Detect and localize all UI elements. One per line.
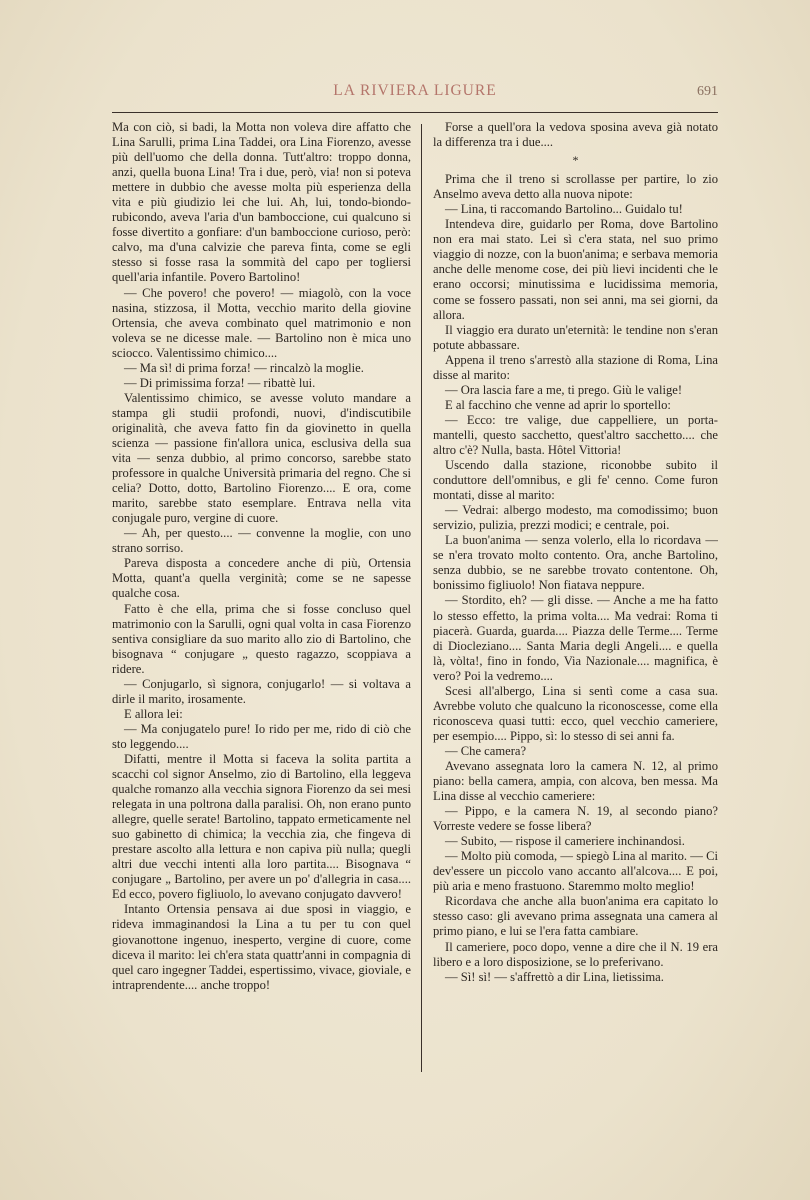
paragraph: — Molto più comoda, — spiegò Lina al marito. — Ci dev'essere un piccolo vano accanto all'alcova.... E poi, più aria e meno frastuono. Staremmo molto meglio! <box>433 849 718 894</box>
page-header <box>112 82 718 106</box>
paragraph: — Ah, per questo.... — convenne la moglie, con uno strano sorriso. <box>112 526 411 556</box>
paragraph: Intendeva dire, guidarlo per Roma, dove Bartolino non era mai stato. Lei sì c'era stata, nel suo primo viaggio di nozze, con la buon'anima; e serbava memoria anche delle menome cose, dei più lievi incidenti che le erano occorsi; minutissima e lucidissima memoria, come se fossero passati, non sei anni, ma sei giorni, da allora. <box>433 217 718 322</box>
paragraph: — Che povero! che povero! — miagolò, con la voce nasina, stizzosa, il Motta, vecchio marito della giovine Ortensia, che aveva combinato quel matrimonio e non voleva se ne dicesse male. — Bartolino non è mica uno sciocco. Valentissimo chimico.... <box>112 285 411 360</box>
paragraph: — Vedrai: albergo modesto, ma comodissimo; buon servizio, pulizia, prezzi modici; e centrale, poi. <box>433 503 718 533</box>
page-number: 691 <box>697 84 718 99</box>
paragraph: Uscendo dalla stazione, riconobbe subito il conduttore dell'omnibus, e gli fe' cenno. Come furon montati, disse al marito: <box>433 458 718 503</box>
paragraph: Avevano assegnata loro la camera N. 12, al primo piano: bella camera, ampia, con alcova, ben messa. Ma Lina disse al vecchio cameriere: <box>433 758 718 804</box>
right-column <box>433 120 718 1080</box>
paragraph: — Sì! sì! — s'affrettò a dir Lina, lietissima. <box>445 969 664 984</box>
paragraph: — Di primissima forza! — ribattè lui. <box>124 375 316 390</box>
paragraph: La buon'anima — senza volerlo, ella lo ricordava — se n'era trovato molto contento. Ora, anche Bartolino, senza dubbio, se ne sarebbe trovato contentone. Oh, bonissimo figliuolo! Non fiatava neppure. <box>433 533 718 593</box>
paragraph: — Ecco: tre valige, due cappelliere, un porta-mantelli, questo sacchetto, quest'altro sacchetto.... che altro c'è? Nulla, basta. Hôtel Vittoria! <box>433 412 718 457</box>
paragraph: — Stordito, eh? — gli disse. — Anche a me ha fatto lo stesso effetto, la prima volta.... Ma vedrai: Roma ti piacerà. Guarda, guarda.... Piazza delle Terme.... Terme di Diocleziano.... Santa Maria degli Angeli.... e quella là, vòlta!, fino in fondo, Via Nazionale.... magnifica, è vero? Poi la vedremo.... <box>433 593 718 683</box>
running-title: LA RIVIERA LIGURE <box>333 82 497 99</box>
paragraph: Fatto è che ella, prima che si fosse concluso quel matrimonio con la Sarulli, ogni qual volta in casa Fiorenzo sentiva consigliare da suo marito allo zio di Bartolino, che bisognava “ conjugare „ questo ragazzo, scoppiava a ridere. <box>112 601 411 676</box>
paragraph: Forse a quell'ora la vedova sposina aveva già notato la differenza tra i due.... <box>433 120 718 150</box>
paragraph: Appena il treno s'arrestò alla stazione di Roma, Lina disse al marito: <box>433 352 718 382</box>
paragraph: Ricordava che anche alla buon'anima era capitato lo stesso caso: gli avevano prima assegnata una camera al primo piano, e lui se l'era fatta cambiare. <box>433 894 718 939</box>
paragraph: Difatti, mentre il Motta si faceva la solita partita a scacchi col signor Anselmo, zio di Bartolino, ella leggeva qualche romanzo alla vecchia signora Fiorenzo da sei mesi relegata in una poltrona dalla paralisi. Oh, non erano punto allegre, quelle serate! Bartolino, tappato ermeticamente nel suo gabinetto di chimica; la vecchia zia, che fingeva di prestare ascolto alla lettura e non capiva più nulla; quegli altri due vecchi intenti alla loro partita.... Bisognava “ conjugare „ Bartolino, per avere un po' d'allegria in casa.... Ed ecco, povero figliuolo, lo avevano conjugato davvero! <box>112 751 411 902</box>
paragraph: Il cameriere, poco dopo, venne a dire che il N. 19 era libero e a loro disposizione, se lo preferivano. <box>433 939 718 969</box>
paragraph: E allora lei: <box>124 706 183 721</box>
paragraph: Il viaggio era durato un'eternità: le tendine non s'eran potute abbassare. <box>433 322 718 352</box>
paragraph: — Ora lascia fare a me, ti prego. Giù le valige! <box>445 382 683 397</box>
paragraph: Prima che il treno si scrollasse per partire, lo zio Anselmo aveva detto alla nuova nipote: <box>433 172 718 202</box>
paragraph: — Ma conjugatelo pure! Io rido per me, rido di ciò che sto leggendo.... <box>112 721 411 751</box>
column-divider <box>421 124 422 1072</box>
paragraph: Intanto Ortensia pensava ai due sposi in viaggio, e rideva immaginandosi la Lina a tu per tu con quel giovanottone ingenuo, inesperto, vergine di cuore, come diceva il marito: lei ch'era stata quattr'anni in compagnia di quel caro ingegner Taddei, espertissimo, vivace, gioviale, e intraprendente.... anche troppo! <box>112 902 411 992</box>
paragraph: — Che camera? <box>445 743 527 758</box>
section-mark: * <box>572 153 579 168</box>
paragraph: Scesi all'albergo, Lina si sentì come a casa sua. Avrebbe voluto che qualcuno la riconoscesse, come ella riconosceva quasi tutti: ecco, quel vecchio cameriere, per esempio.... Pippo, sì: lo stesso di sei anni fa. <box>433 683 718 743</box>
header-rule <box>112 112 718 113</box>
paragraph: Ma con ciò, si badi, la Motta non voleva dire affatto che Lina Sarulli, prima Lina Taddei, ora Lina Fiorenzo, avesse più dell'uomo che della donna. Tutt'altro: troppo donna, anzi, quella buona Lina! Tra i due, però, via! non si poteva mettere in dubbio che avesse molta più esperienza della vita e più giudizio lei che lui. Ah, lui, tondo-biondo-rubicondo, aveva l'aria d'un bamboccione, cui qualcuno si fosse divertito a gonfiare: d'un bamboccione curioso, però: calvo, ma d'una calvizie che pareva finta, come se egli stesso si fosse rasa la sommità del capo per togliersi quell'aria infantile. Povero Bartolino! <box>112 120 411 285</box>
paragraph: Valentissimo chimico, se avesse voluto mandare a stampa gli studii profondi, nuovi, d'indiscutibile originalità, che aveva fatto fin da giovinetto in quella scienza — passione fin'allora unica, esclusiva della sua vita — senza dubbio, al primo concorso, sarebbe stato professore in qualche Università primaria del regno. Che si celia? Dotto, dotto, Bartolino Fiorenzo.... E ora, come marito, sarebbe stato esemplare. Entrava nella vita conjugale puro, vergine di cuore. <box>112 390 411 526</box>
paragraph: — Conjugarlo, sì signora, conjugarlo! — si voltava a dirle il marito, irosamente. <box>112 676 411 706</box>
left-column <box>112 120 411 1080</box>
paragraph: — Pippo, e la camera N. 19, al secondo piano? Vorreste vedere se fosse libera? <box>433 804 718 834</box>
paragraph: Pareva disposta a concedere anche di più, Ortensia Motta, quant'a quella verginità; come se ne sapesse qualche cosa. <box>112 556 411 601</box>
paragraph: — Subito, — rispose il cameriere inchinandosi. <box>445 834 685 849</box>
paragraph: — Lina, ti raccomando Bartolino... Guidalo tu! <box>445 202 683 217</box>
paragraph: — Ma sì! di prima forza! — rincalzò la moglie. <box>124 360 364 375</box>
paragraph: E al facchino che venne ad aprir lo sportello: <box>445 397 671 412</box>
